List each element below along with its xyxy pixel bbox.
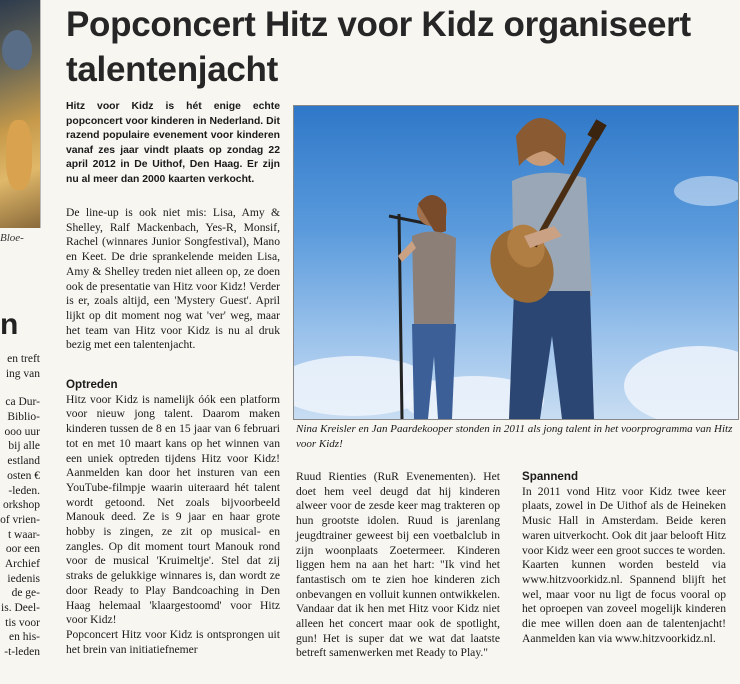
previous-article-line: of vrien-: [0, 513, 40, 526]
previous-article-line: bij alle: [8, 440, 40, 453]
performers-illustration: [294, 106, 738, 419]
previous-article-line: Archief: [4, 557, 40, 570]
origin-paragraph: Popconcert Hitz voor Kidz is ontsprongen uit het brein van initiatiefnemer: [66, 627, 280, 656]
previous-article-photo: [0, 0, 41, 228]
previous-article-line: estland: [7, 455, 40, 468]
previous-article-line: ca Dur-: [5, 396, 40, 409]
previous-article-line: orkshop: [2, 499, 40, 512]
previous-article-line: -leden.: [8, 484, 40, 497]
previous-article-caption: Bloe-: [0, 232, 24, 244]
previous-article-line: osten €: [7, 469, 40, 482]
previous-article-line: ooo uur: [4, 425, 40, 438]
ruud-paragraph: Ruud Rienties (RuR Evenementen). Het doet hem veel deugd dat hij kinderen alweer voor de zesde keer mag trakteren op hun grootste idolen. Ruud is jarenlang jeugdtrainer geweest bij een voetbalclub in zijn woonplaats Zoetermeer. Kinderen liggen hem na aan het hart: "Ik vind het fantastisch om te zien hoe kinderen zich onbevangen en volluit kunnen ontwikkelen. Vandaar dat ik hen met Hitz voor Kidz niet alleen het concert maar ook de spotlight, gun! Het is super dat we wat dat laatste betreft samenwerken met Ready to Play.": [296, 470, 500, 660]
section-heading-spannend: Spannend: [522, 470, 579, 483]
previous-article-line: is. Deel-: [1, 602, 40, 614]
photo-figure: [2, 30, 32, 70]
spannend-paragraph: In 2011 vond Hitz voor Kidz twee keer plaats, zowel in De Uithof als de Heineken Music Hall in Amsterdam. Beide keren waren uitverkocht. Ook dit jaar belooft Hitz voor Kidz weer een groot succes te worden.: [522, 484, 726, 557]
previous-article-line: en his-: [9, 631, 40, 644]
intro-paragraph: Hitz voor Kidz is hét enige echte popconcert voor kinderen in Nederland. Dit razend populaire evenement voor kinderen vanaf zes jaar vindt plaats op zondag 22 april 2012 in De Uithof, Den Haag. Er zijn nu al meer dan 2000 kaarten verkocht.: [66, 101, 280, 185]
article-column-2: [296, 470, 500, 661]
previous-article-text: [0, 352, 40, 660]
previous-article-line: iedenis: [7, 572, 40, 585]
article-column-3: [522, 470, 726, 646]
tickets-paragraph: Kaarten kunnen worden besteld via www.hitzvoorkidz.nl. Spannend blijft het wel, maar voor nu ligt de focus vooral op het oproepen van zoveel mogelijk kinderen die mee willen doen aan de talentenjacht! Aanmelden kan via www.hitzvoorkidz.nl.: [522, 558, 726, 645]
previous-article-line: [0, 381, 40, 395]
previous-article-heading: n: [0, 308, 19, 341]
previous-article-line: de ge-: [11, 587, 40, 600]
previous-article-line: -t-leden: [4, 646, 40, 659]
lineup-paragraph: De line-up is ook niet mis: Lisa, Amy & Shelley, Ralf Mackenbach, Yes-R, Monsif, Rachel (winnares Junior Songfestival), Mano en Keet. De drie sprankelende meiden Lisa, Amy & Shelley treden niet alleen op, ze doen ook de presentatie van Hitz voor Kidz! Verder is er, zoals altijd, een 'Mystery Guest'. April lijkt op dit moment nog wat 'ver' weg, maar het team van Hitz voor Kidz is nu al druk bezig met een talentenjacht.: [66, 206, 280, 352]
article-intro: [66, 100, 280, 188]
previous-article-line: oor een: [5, 543, 40, 556]
previous-article-line: ing van: [5, 367, 40, 380]
section-heading-optreden: Optreden: [66, 378, 118, 391]
article-title: Popconcert Hitz voor Kidz organiseert talentenjacht: [66, 5, 691, 89]
photo-figure: [6, 120, 32, 190]
previous-article-line: t waar-: [7, 528, 40, 541]
previous-article-line: Biblio-: [7, 411, 40, 424]
lineup-paragraph-block: [66, 206, 280, 353]
photo-caption: Nina Kreisler en Jan Paardekooper stonden in 2011 als jong talent in het voorprogramma van Hitz voor Kidz!: [296, 423, 733, 450]
optreden-paragraph: Hitz voor Kidz is namelijk óók een platform voor nieuw jong talent. Daarom maken kinderen tussen de 8 en 15 jaar van 6 februari tot en met 10 maart kans op het winnen van een uniek optreden tijdens Hitz voor Kidz! Aanmelden kan door het insturen van een YouTube-filmpje waarin uiteraard hét talent wordt getoond. Net zoals bijvoorbeeld Manouk deed. Ze is 9 jaar en haar grote hobby is zingen, ze zit op musical- en zangles. Op dit moment tourt Manouk rond voor de musical 'Kruimeltje'. Stel dat zij straks de gelukkige winnares is, dan wordt ze door Ready to Play Bandcoaching in Den Haag helemaal 'klaargestoomd' voor Hitz voor Kidz!: [66, 392, 280, 627]
article-column-1: [66, 378, 280, 657]
concert-photo: [293, 105, 739, 420]
previous-article-line: tis voor: [5, 616, 40, 629]
previous-article-line: en treft: [7, 353, 40, 365]
